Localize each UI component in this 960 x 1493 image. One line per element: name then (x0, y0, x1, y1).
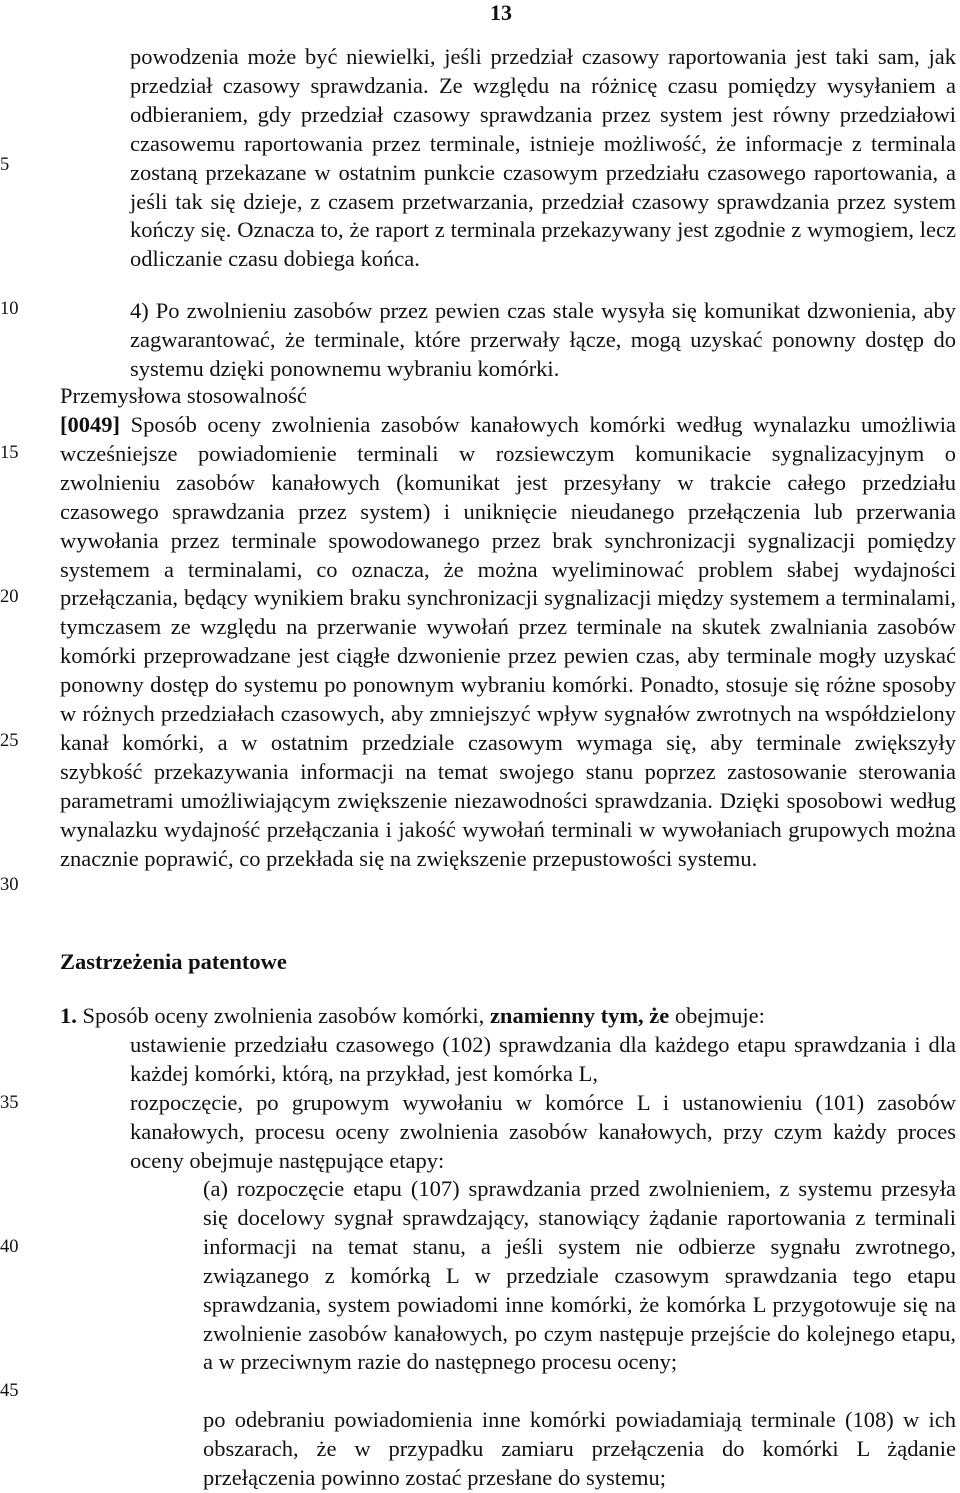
line-number: 20 (0, 587, 19, 607)
line-number: 10 (0, 299, 19, 319)
claim-1-intro (60, 1002, 765, 1031)
point-4-paragraph: 4) Po zwolnieniu zasobów przez pewien czas stale wysyła się komunikat dzwonienia, aby zagwarantować, że terminale, które przerwały łącze, mogą uzyskać ponowny dostęp do systemu dzięki ponownemu wybraniu komórki. (130, 298, 956, 381)
claim-1-step-1: ustawienie przedziału czasowego (102) sprawdzania dla każdego etapu sprawdzania i dla każdej komórki, którą, na przykład, jest komórka L, (130, 1032, 956, 1086)
claim-text: Sposób oceny zwolnienia zasobów komórki, (82, 1003, 485, 1028)
paragraph-0049 (60, 411, 956, 874)
claim-1-step-2: rozpoczęcie, po grupowym wywołaniu w komórce L i ustanowieniu (101) zasobów kanałowych, procesu oceny zwolnienia zasobów kanałowych, przy czym każdy proces oceny obejmuje następujące etapy: (130, 1090, 956, 1173)
claim-1-step-a-notification: po odebraniu powiadomienia inne komórki powiadamiają terminale (108) w ich obszarach, że w przypadku zamiaru przełączenia do komórki L żądanie przełączenia powinno zostać przesłane do systemu; (203, 1407, 956, 1490)
line-number: 45 (0, 1381, 19, 1401)
line-number: 15 (0, 443, 19, 463)
claim-1-step-a: (a) rozpoczęcie etapu (107) sprawdzania przed zwolnieniem, z systemu przesyła się docelowy sygnał sprawdzający, stanowiący żądanie raportowania z terminali informacji na temat stanu, a jeśli system nie odbierze sygnału zwrotnego, związanego z komórką L w przedziale czasowym sprawdzania tego etapu sprawdzania, system powiadomi inne komórki, że komórka L przygotowuje się na zwolnienie zasobów kanałowych, po czym następuje przejście do kolejnego etapu, a w przeciwnym razie do następnego procesu oceny; (203, 1176, 956, 1375)
page-number: 13 (490, 0, 512, 25)
line-number: 25 (0, 731, 19, 751)
continuation-paragraph: powodzenia może być niewielki, jeśli przedział czasowy raportowania jest taki sam, jak przedział czasowy sprawdzania. Ze względu na różnicę czasu pomiędzy wysyłaniem a odbieraniem, gdy przedział czasowy sprawdzania przez system jest równy przedziałowi czasowemu raportowania przez terminale, istnieje możliwość, że informacje z terminala zostaną przekazane w ostatnim punkcie czasowym przedziału czasowego raportowania, a jeśli tak się dzieje, z czasem przetwarzania, przedział czasowy sprawdzania przez system kończy się. Oznacza to, że raport z terminala przekazywany jest zgodnie z wymogiem, lecz odliczanie czasu dobiega końca. (130, 44, 956, 272)
paragraph-number: [0049] (60, 412, 120, 437)
line-number: 35 (0, 1093, 19, 1113)
line-number: 30 (0, 875, 19, 895)
claim-characterizing-phrase: znamienny tym, że (489, 1003, 670, 1028)
line-number: 40 (0, 1237, 19, 1257)
paragraph-text: Sposób oceny zwolnienia zasobów kanałowych komórki według wynalazku umożliwia wcześniejsze powiadomienie terminali w rozsiewczym komunikacie sygnalizacyjnym o zwolnieniu zasobów kanałowych (komunikat jest przesyłany w trakcie całego przedziału czasowego sprawdzania przez system) i uniknięcie nieudanego przełączenia lub przerwania wywołania przez terminale spowodowanego przez brak synchronizacji sygnalizacji pomiędzy systemem a terminalami, co oznacza, że można wyeliminować problem słabej wydajności przełączania, będący wynikiem braku synchronizacji sygnalizacji między systemem a terminalami, tymczasem ze względu na przerwanie wywołań przez terminale na skutek zwalniania zasobów komórki przeprowadzane jest ciągłe dzwonienie przez pewien czas, aby terminale mogły uzyskać ponowny dostęp do systemu po ponownym wybraniu komórki. Ponadto, stosuje się różne sposoby w różnych przedziałach czasowych, aby zmniejszyć wpływ sygnałów zwrotnych na współdzielony kanał komórki, a w ostatnim przedziale czasowym wymaga się, aby terminale zwiększyły szybkość przekazywania informacji na temat swojego stanu poprzez zastosowanie sterowania parametrami umożliwiającym zwiększenie niezawodności sprawdzania. Dzięki sposobowi według wynalazku wydajność przełączania i jakość wywołań terminali w wywołaniach grupowych można znacznie poprawić, co przekłada się na zwiększenie przepustowości systemu. (60, 412, 957, 871)
industrial-applicability-heading: Przemysłowa stosowalność (60, 383, 307, 408)
line-number: 5 (0, 155, 10, 175)
claim-number: 1. (60, 1003, 77, 1028)
claim-text: obejmuje: (674, 1003, 765, 1028)
claims-heading: Zastrzeżenia patentowe (60, 949, 287, 974)
